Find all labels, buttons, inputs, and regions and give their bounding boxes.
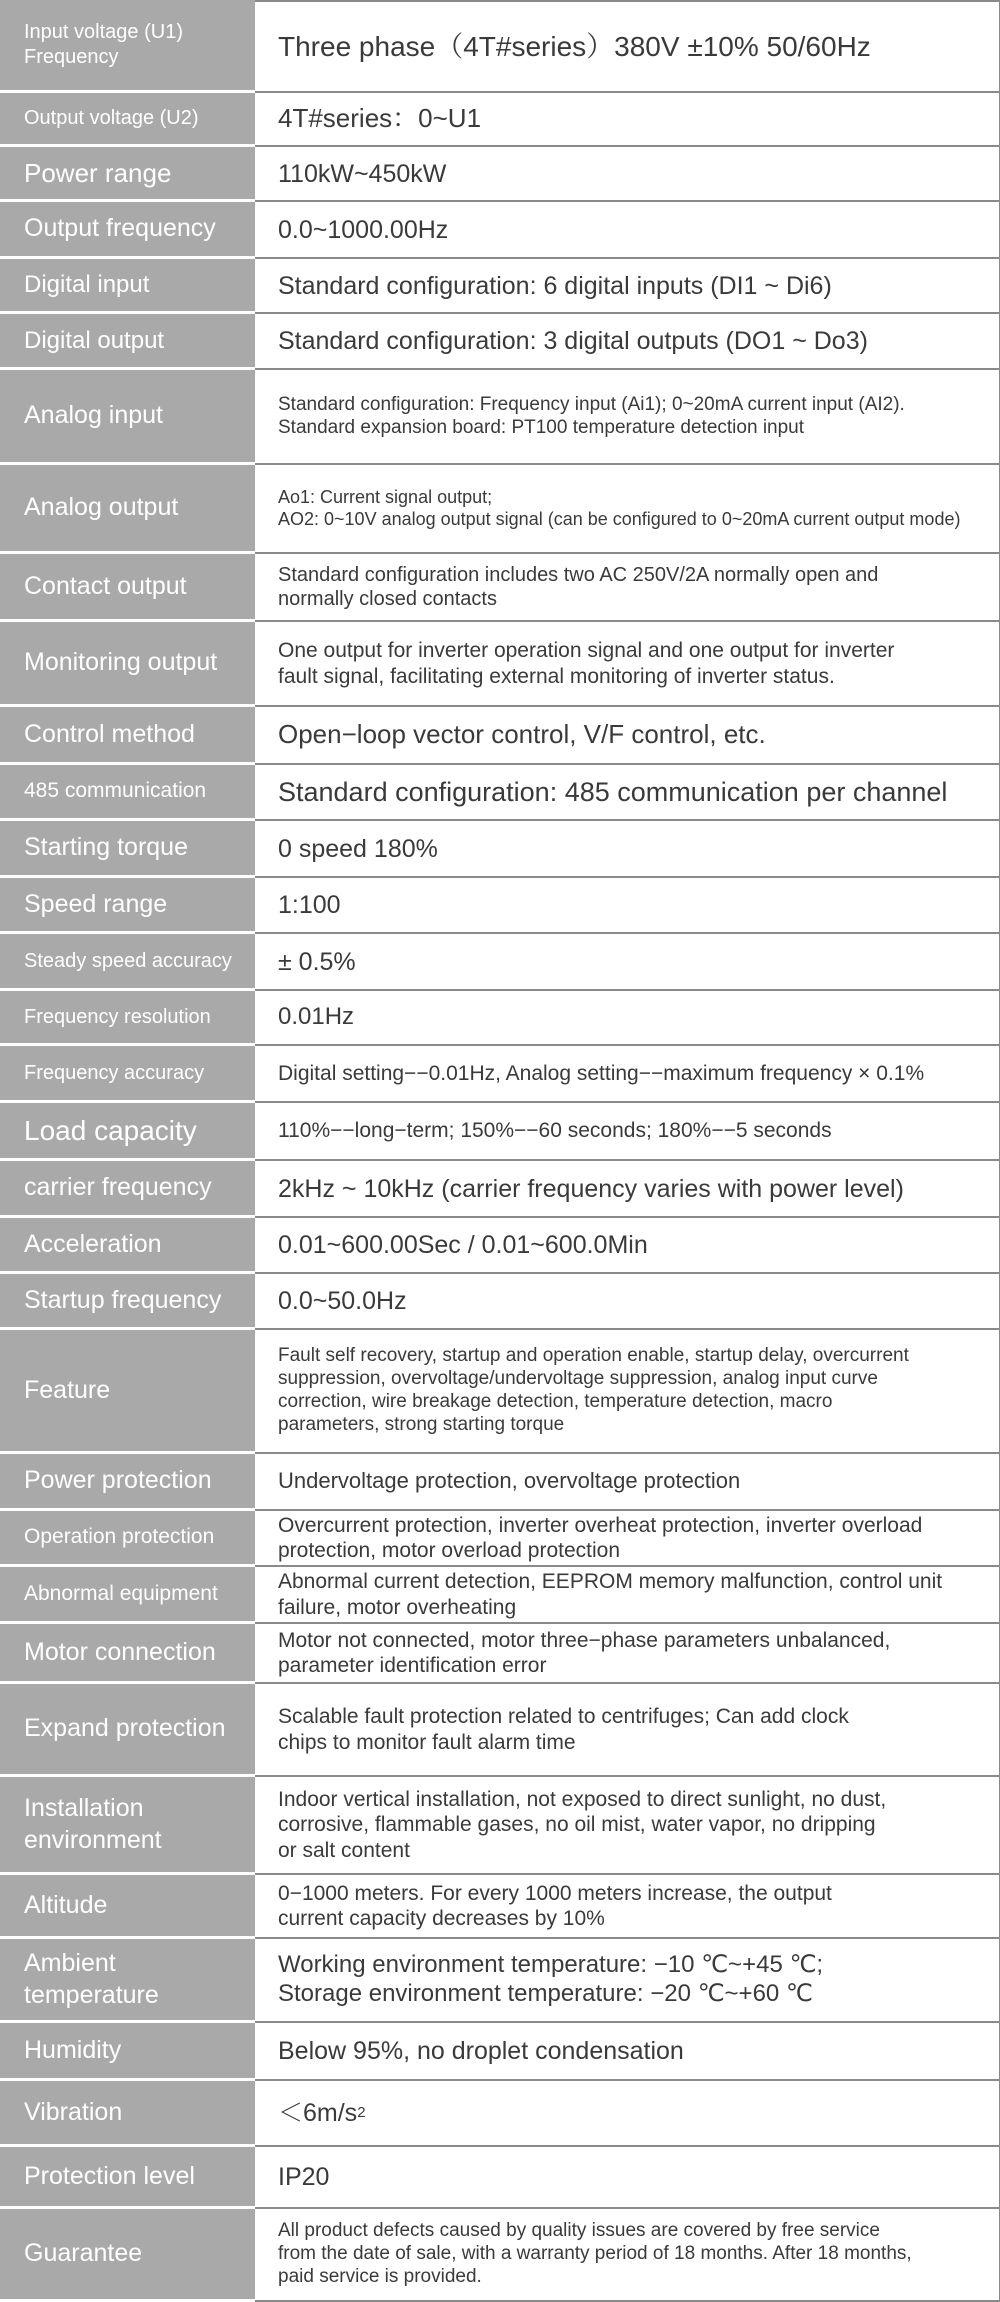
spec-value: Motor not connected, motor three−phase parameters unbalanced, parameter identification error bbox=[255, 1624, 1000, 1684]
spec-value: Standard configuration: 3 digital outputs (DO1 ~ Do3) bbox=[255, 314, 1000, 370]
spec-row bbox=[0, 1567, 1000, 1624]
spec-row bbox=[0, 821, 1000, 878]
spec-value: 110%−−long−term; 150%−−60 seconds; 180%−−5 seconds bbox=[255, 1103, 1000, 1161]
spec-row bbox=[0, 1777, 1000, 1875]
spec-row bbox=[0, 622, 1000, 707]
spec-value: IP20 bbox=[255, 2147, 1000, 2209]
spec-value: 0.0~50.0Hz bbox=[255, 1274, 1000, 1330]
spec-row bbox=[0, 1454, 1000, 1511]
spec-label: Monitoring output bbox=[0, 622, 255, 707]
spec-value: Digital setting−−0.01Hz, Analog setting−−maximum frequency × 0.1% bbox=[255, 1046, 1000, 1103]
spec-label: Digital input bbox=[0, 259, 255, 314]
spec-value: Fault self recovery, startup and operation enable, startup delay, overcurrent suppression, overvoltage/undervoltage suppression, analog input curve correction, wire breakage detection, temperature detection, macro parameters, strong starting torque bbox=[255, 1330, 1000, 1454]
spec-value: Abnormal current detection, EEPROM memory malfunction, control unit failure, motor overheating bbox=[255, 1567, 1000, 1624]
spec-label: Expand protection bbox=[0, 1684, 255, 1777]
spec-value: Scalable fault protection related to centrifuges; Can add clock chips to monitor fault alarm time bbox=[255, 1684, 1000, 1777]
spec-row bbox=[0, 202, 1000, 259]
spec-value: All product defects caused by quality issues are covered by free service from the date of sale, with a warranty period of 18 months. After 18 months, paid service is provided. bbox=[255, 2209, 1000, 2302]
spec-row bbox=[0, 370, 1000, 465]
spec-label: Feature bbox=[0, 1330, 255, 1454]
spec-row bbox=[0, 1875, 1000, 1939]
spec-row bbox=[0, 1161, 1000, 1218]
spec-label: Steady speed accuracy bbox=[0, 934, 255, 991]
spec-row bbox=[0, 2023, 1000, 2081]
spec-value: Standard configuration: 6 digital inputs (DI1 ~ Di6) bbox=[255, 259, 1000, 314]
spec-value: 110kW~450kW bbox=[255, 147, 1000, 202]
spec-label: Speed range bbox=[0, 878, 255, 934]
spec-row bbox=[0, 314, 1000, 370]
spec-label: Power protection bbox=[0, 1454, 255, 1511]
spec-value: 0 speed 180% bbox=[255, 821, 1000, 878]
spec-label: Input voltage (U1) Frequency bbox=[0, 0, 255, 93]
spec-row bbox=[0, 259, 1000, 314]
spec-label: Power range bbox=[0, 147, 255, 202]
spec-label: Frequency resolution bbox=[0, 991, 255, 1046]
spec-row bbox=[0, 1939, 1000, 2023]
spec-label: 485 communication bbox=[0, 765, 255, 821]
spec-label: Guarantee bbox=[0, 2209, 255, 2302]
spec-label: Operation protection bbox=[0, 1511, 255, 1567]
spec-label: Abnormal equipment bbox=[0, 1567, 255, 1624]
spec-label: Output voltage (U2) bbox=[0, 93, 255, 147]
spec-row bbox=[0, 2081, 1000, 2147]
spec-row bbox=[0, 2147, 1000, 2209]
spec-label: Control method bbox=[0, 707, 255, 765]
spec-value: 1:100 bbox=[255, 878, 1000, 934]
spec-value: Ao1: Current signal output; AO2: 0~10V analog output signal (can be configured to 0~20mA current output mode) bbox=[255, 465, 1000, 554]
spec-value: Three phase（4T#series）380V ±10% 50/60Hz bbox=[255, 0, 1000, 93]
spec-label: Ambient temperature bbox=[0, 1939, 255, 2023]
spec-label: Analog output bbox=[0, 465, 255, 554]
spec-label: Starting torque bbox=[0, 821, 255, 878]
spec-value: Standard configuration: 485 communication per channel bbox=[255, 765, 1000, 821]
spec-value: Working environment temperature: −10 ℃~+45 ℃; Storage environment temperature: −20 ℃~+60 ℃ bbox=[255, 1939, 1000, 2023]
spec-value: 2kHz ~ 10kHz (carrier frequency varies with power level) bbox=[255, 1161, 1000, 1218]
spec-row bbox=[0, 1624, 1000, 1684]
spec-row bbox=[0, 765, 1000, 821]
spec-value: ± 0.5% bbox=[255, 934, 1000, 991]
spec-label: Analog input bbox=[0, 370, 255, 465]
spec-row bbox=[0, 1684, 1000, 1777]
spec-value: 4T#series：0~U1 bbox=[255, 93, 1000, 147]
spec-row bbox=[0, 147, 1000, 202]
spec-row bbox=[0, 707, 1000, 765]
spec-value: Standard configuration includes two AC 250V/2A normally open and normally closed contacts bbox=[255, 554, 1000, 622]
spec-label: Altitude bbox=[0, 1875, 255, 1939]
spec-row bbox=[0, 93, 1000, 147]
spec-value-text: ＜6m/s bbox=[278, 2099, 358, 2127]
spec-label: Vibration bbox=[0, 2081, 255, 2147]
spec-value: 0−1000 meters. For every 1000 meters increase, the output current capacity decreases by 10% bbox=[255, 1875, 1000, 1939]
spec-row bbox=[0, 1046, 1000, 1103]
spec-value: Undervoltage protection, overvoltage protection bbox=[255, 1454, 1000, 1511]
spec-label: carrier frequency bbox=[0, 1161, 255, 1218]
spec-label: Installation environment bbox=[0, 1777, 255, 1875]
spec-value: Below 95%, no droplet condensation bbox=[255, 2023, 1000, 2081]
spec-row bbox=[0, 1330, 1000, 1454]
spec-value: Standard configuration: Frequency input (Ai1); 0~20mA current input (AI2). Standard expansion board: PT100 temperature detection input bbox=[255, 370, 1000, 465]
spec-row bbox=[0, 465, 1000, 554]
spec-value bbox=[255, 2081, 1000, 2147]
spec-row bbox=[0, 1218, 1000, 1274]
spec-label: Startup frequency bbox=[0, 1274, 255, 1330]
spec-value: Overcurrent protection, inverter overheat protection, inverter overload protection, motor overload protection bbox=[255, 1511, 1000, 1567]
spec-value: Indoor vertical installation, not exposed to direct sunlight, no dust, corrosive, flammable gases, no oil mist, water vapor, no dripping or salt content bbox=[255, 1777, 1000, 1875]
spec-value: 0.0~1000.00Hz bbox=[255, 202, 1000, 259]
spec-value: 0.01~600.00Sec / 0.01~600.0Min bbox=[255, 1218, 1000, 1274]
spec-label: Output frequency bbox=[0, 202, 255, 259]
spec-row bbox=[0, 1511, 1000, 1567]
spec-label: Motor connection bbox=[0, 1624, 255, 1684]
spec-row bbox=[0, 2209, 1000, 2302]
spec-value: 0.01Hz bbox=[255, 991, 1000, 1046]
spec-label: Digital output bbox=[0, 314, 255, 370]
spec-label: Contact output bbox=[0, 554, 255, 622]
spec-row bbox=[0, 1274, 1000, 1330]
spec-label: Frequency accuracy bbox=[0, 1046, 255, 1103]
spec-row bbox=[0, 878, 1000, 934]
spec-value: Open−loop vector control, V/F control, etc. bbox=[255, 707, 1000, 765]
spec-row bbox=[0, 934, 1000, 991]
spec-row bbox=[0, 991, 1000, 1046]
spec-label: Protection level bbox=[0, 2147, 255, 2209]
spec-row bbox=[0, 1103, 1000, 1161]
spec-value: One output for inverter operation signal and one output for inverter fault signal, facilitating external monitoring of inverter status. bbox=[255, 622, 1000, 707]
spec-row bbox=[0, 0, 1000, 93]
spec-row bbox=[0, 554, 1000, 622]
spec-label: Load capacity bbox=[0, 1103, 255, 1161]
spec-label: Acceleration bbox=[0, 1218, 255, 1274]
spec-label: Humidity bbox=[0, 2023, 255, 2081]
spec-value-superscript: 2 bbox=[357, 2104, 366, 2121]
